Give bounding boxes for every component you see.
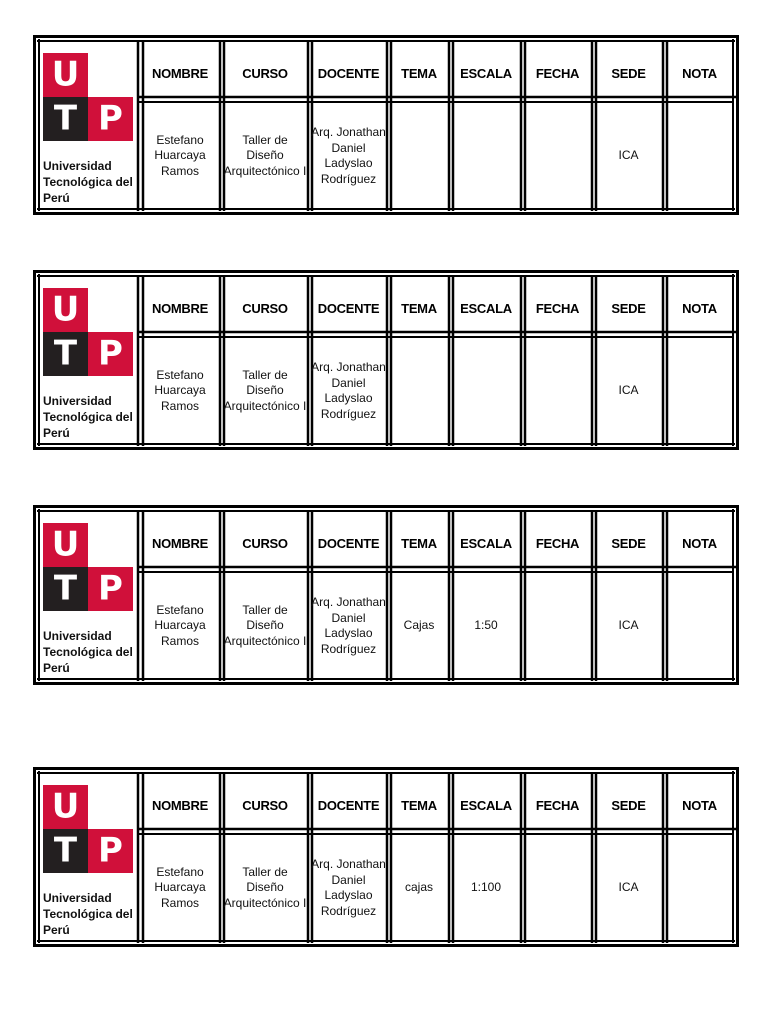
column-header-docente: DOCENTE xyxy=(317,535,380,551)
utp-logo xyxy=(43,288,133,376)
cell-nota xyxy=(666,573,733,679)
column-header-nombre: NOMBRE xyxy=(152,65,208,81)
column-header-docente: DOCENTE xyxy=(317,300,380,316)
logo-letter: U xyxy=(51,524,80,565)
column-header-nota: NOTA xyxy=(682,65,717,81)
column-header-sede: SEDE xyxy=(611,65,646,81)
column-header-nombre: NOMBRE xyxy=(152,535,208,551)
column-header-nombre: NOMBRE xyxy=(152,300,208,316)
logo-square xyxy=(43,567,88,611)
column-header-sede: SEDE xyxy=(611,300,646,316)
logo-square xyxy=(43,523,88,567)
cell-escala xyxy=(452,338,520,444)
column-header-escala: ESCALA xyxy=(460,797,512,813)
logo-letter: P xyxy=(98,568,123,609)
logo-square xyxy=(43,332,88,376)
label-card xyxy=(33,767,739,947)
cell-nota xyxy=(666,835,733,941)
cell-fecha xyxy=(524,835,591,941)
logo-square xyxy=(88,829,133,873)
column-header-fecha: FECHA xyxy=(535,300,580,316)
cell-curso: Taller de Diseño Arquitectónico I xyxy=(223,132,307,178)
column-header-escala: ESCALA xyxy=(460,65,512,81)
cell-nombre: Estefano Huarcaya Ramos xyxy=(154,367,206,413)
column-header-tema: TEMA xyxy=(401,65,437,81)
label-card xyxy=(33,505,739,685)
cell-curso: Taller de Diseño Arquitectónico I xyxy=(223,864,307,910)
label-card xyxy=(33,35,739,215)
cell-tema: Cajas xyxy=(403,618,435,633)
logo-letter: P xyxy=(98,830,123,871)
logo-letter: T xyxy=(53,333,78,374)
column-header-sede: SEDE xyxy=(611,797,646,813)
cell-nombre: Estefano Huarcaya Ramos xyxy=(154,864,206,910)
logo-letter: U xyxy=(51,289,80,330)
cell-escala: 1:100 xyxy=(470,880,502,895)
column-header-docente: DOCENTE xyxy=(317,797,380,813)
cell-nombre: Estefano Huarcaya Ramos xyxy=(154,602,206,648)
cell-sede: ICA xyxy=(618,148,639,163)
logo-letter: P xyxy=(98,98,123,139)
cell-docente: Arq. Jonathan Daniel Ladyslao Rodríguez xyxy=(311,857,386,918)
column-header-escala: ESCALA xyxy=(460,300,512,316)
logo-square xyxy=(43,288,88,332)
university-name: Universidad Tecnológica del Perú xyxy=(43,629,133,675)
column-header-nota: NOTA xyxy=(682,797,717,813)
cell-fecha xyxy=(524,338,591,444)
column-header-curso: CURSO xyxy=(242,300,288,316)
logo-square xyxy=(43,97,88,141)
university-name: Universidad Tecnológica del Perú xyxy=(43,891,133,937)
cell-tema xyxy=(390,338,448,444)
university-name: Universidad Tecnológica del Perú xyxy=(43,159,133,205)
logo-letter: P xyxy=(98,333,123,374)
cell-nota xyxy=(666,103,733,209)
cell-docente: Arq. Jonathan Daniel Ladyslao Rodríguez xyxy=(311,360,386,421)
cell-escala: 1:50 xyxy=(474,618,498,633)
cell-nombre: Estefano Huarcaya Ramos xyxy=(154,132,206,178)
column-header-nota: NOTA xyxy=(682,535,717,551)
cell-fecha xyxy=(524,103,591,209)
cell-escala xyxy=(452,103,520,209)
column-header-curso: CURSO xyxy=(242,65,288,81)
logo-square xyxy=(43,829,88,873)
cell-nota xyxy=(666,338,733,444)
label-card xyxy=(33,270,739,450)
logo-letter: T xyxy=(53,830,78,871)
cell-docente: Arq. Jonathan Daniel Ladyslao Rodríguez xyxy=(311,595,386,656)
logo-letter: T xyxy=(53,568,78,609)
university-name: Universidad Tecnológica del Perú xyxy=(43,394,133,440)
logo-square xyxy=(43,53,88,97)
logo-square xyxy=(43,785,88,829)
logo-letter: U xyxy=(51,786,80,827)
column-header-tema: TEMA xyxy=(401,797,437,813)
cell-sede: ICA xyxy=(618,880,639,895)
column-header-nota: NOTA xyxy=(682,300,717,316)
column-header-curso: CURSO xyxy=(242,535,288,551)
utp-logo xyxy=(43,53,133,141)
column-header-fecha: FECHA xyxy=(535,535,580,551)
column-header-escala: ESCALA xyxy=(460,535,512,551)
column-header-fecha: FECHA xyxy=(535,65,580,81)
cell-curso: Taller de Diseño Arquitectónico I xyxy=(223,367,307,413)
column-header-docente: DOCENTE xyxy=(317,65,380,81)
cell-curso: Taller de Diseño Arquitectónico I xyxy=(223,602,307,648)
cell-sede: ICA xyxy=(618,618,639,633)
logo-letter: T xyxy=(53,98,78,139)
cell-fecha xyxy=(524,573,591,679)
cell-docente: Arq. Jonathan Daniel Ladyslao Rodríguez xyxy=(311,125,386,186)
column-header-tema: TEMA xyxy=(401,300,437,316)
column-header-tema: TEMA xyxy=(401,535,437,551)
utp-logo xyxy=(43,523,133,611)
cell-sede: ICA xyxy=(618,383,639,398)
column-header-curso: CURSO xyxy=(242,797,288,813)
logo-letter: U xyxy=(51,54,80,95)
cell-tema xyxy=(390,103,448,209)
utp-logo xyxy=(43,785,133,873)
column-header-sede: SEDE xyxy=(611,535,646,551)
cell-tema: cajas xyxy=(404,880,433,895)
column-header-nombre: NOMBRE xyxy=(152,797,208,813)
column-header-fecha: FECHA xyxy=(535,797,580,813)
logo-square xyxy=(88,97,133,141)
logo-square xyxy=(88,332,133,376)
logo-square xyxy=(88,567,133,611)
